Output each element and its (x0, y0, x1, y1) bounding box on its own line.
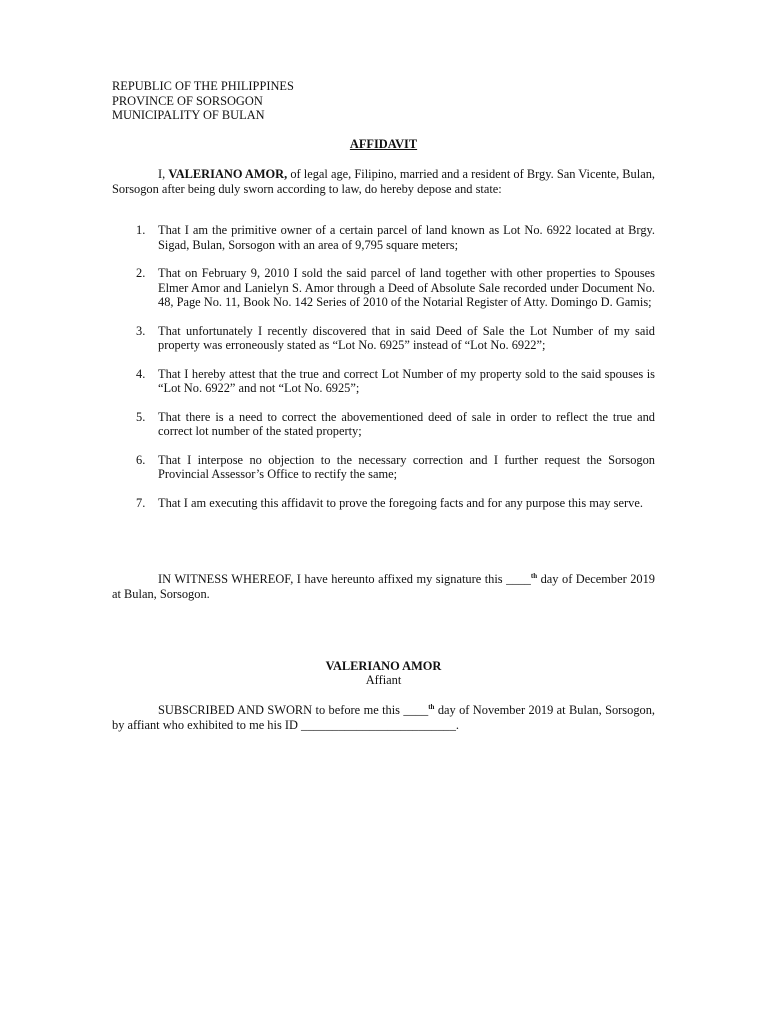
witness-ordinal-suffix: th (530, 572, 538, 580)
intro-prefix: I, (158, 167, 169, 181)
intro-paragraph (112, 167, 655, 196)
header-municipality: MUNICIPALITY OF BULAN (112, 108, 265, 122)
statement-text: That I hereby attest that the true and correct Lot Number of my property sold to the said spouses is “Lot No. 6922” and not “Lot No. 6925”; (158, 366, 655, 395)
jurat-ordinal-suffix: th (428, 703, 435, 711)
statement-list (112, 223, 655, 524)
affiant-signature-name: VALERIANO AMOR (325, 659, 442, 673)
jurat-paragraph (112, 703, 655, 732)
jurat-text-before: SUBSCRIBED AND SWORN to before me this ____ (158, 703, 429, 717)
witness-paragraph (112, 572, 655, 601)
statement-text: That I am the primitive owner of a certain parcel of land known as Lot No. 6922 located at Brgy. Sigad, Bulan, Sorsogon with an area of 9,795 square meters; (158, 223, 655, 252)
statement-text: That unfortunately I recently discovered that in said Deed of Sale the Lot Number of my said property was erroneously stated as “Lot No. 6925” instead of “Lot No. 6922”; (158, 323, 655, 352)
statement-text: That I am executing this affidavit to prove the foregoing facts and for any purpose this may serve. (158, 495, 643, 510)
statement-item (112, 324, 655, 353)
document-title: AFFIDAVIT (349, 137, 418, 151)
statement-number: 1. (136, 223, 146, 237)
affiant-name-inline: VALERIANO AMOR, (168, 167, 288, 181)
statement-item (112, 496, 655, 511)
jurat-text-after: day of November 2019 at Bulan, Sorsogon, by affiant who exhibited to me his ID _________________________. (112, 703, 656, 732)
statement-text: That there is a need to correct the abovementioned deed of sale in order to reflect the true and correct lot number of the stated property; (158, 409, 655, 438)
witness-text-after: day of December 2019 at Bulan, Sorsogon. (112, 572, 655, 601)
statement-item (112, 266, 655, 310)
statement-number: 5. (136, 409, 146, 424)
statement-item (112, 223, 655, 252)
header-province: PROVINCE OF SORSOGON (112, 93, 263, 108)
statement-item (112, 453, 655, 482)
statement-text: That on February 9, 2010 I sold the said parcel of land together with other properties to Spouses Elmer Amor and Lanielyn S. Amor through a Deed of Absolute Sale recorded under Document No. 48, Page No. 11, Book No. 142 Series of 2010 of the Notarial Register of Atty. Domingo D. Gamis; (158, 266, 655, 309)
statement-number: 6. (136, 452, 146, 467)
statement-text: That I interpose no objection to the necessary correction and I further request the Sorsogon Provincial Assessor’s Office to rectify the same; (158, 452, 655, 481)
intro-text: of legal age, Filipino, married and a resident of Brgy. San Vicente, Bulan, Sorsogon after being duly sworn according to law, do hereby depose and state: (112, 167, 655, 196)
statement-number: 7. (136, 495, 146, 510)
document-header (112, 79, 672, 123)
header-republic: REPUBLIC OF THE PHILIPPINES (112, 79, 294, 93)
affiant-label: Affiant (365, 673, 402, 687)
witness-text-before: IN WITNESS WHEREOF, I have hereunto affixed my signature this ____ (158, 572, 531, 586)
statement-number: 2. (136, 266, 146, 280)
statement-number: 3. (136, 323, 146, 338)
statement-item (112, 367, 655, 396)
statement-item (112, 410, 655, 439)
statement-number: 4. (136, 366, 146, 381)
